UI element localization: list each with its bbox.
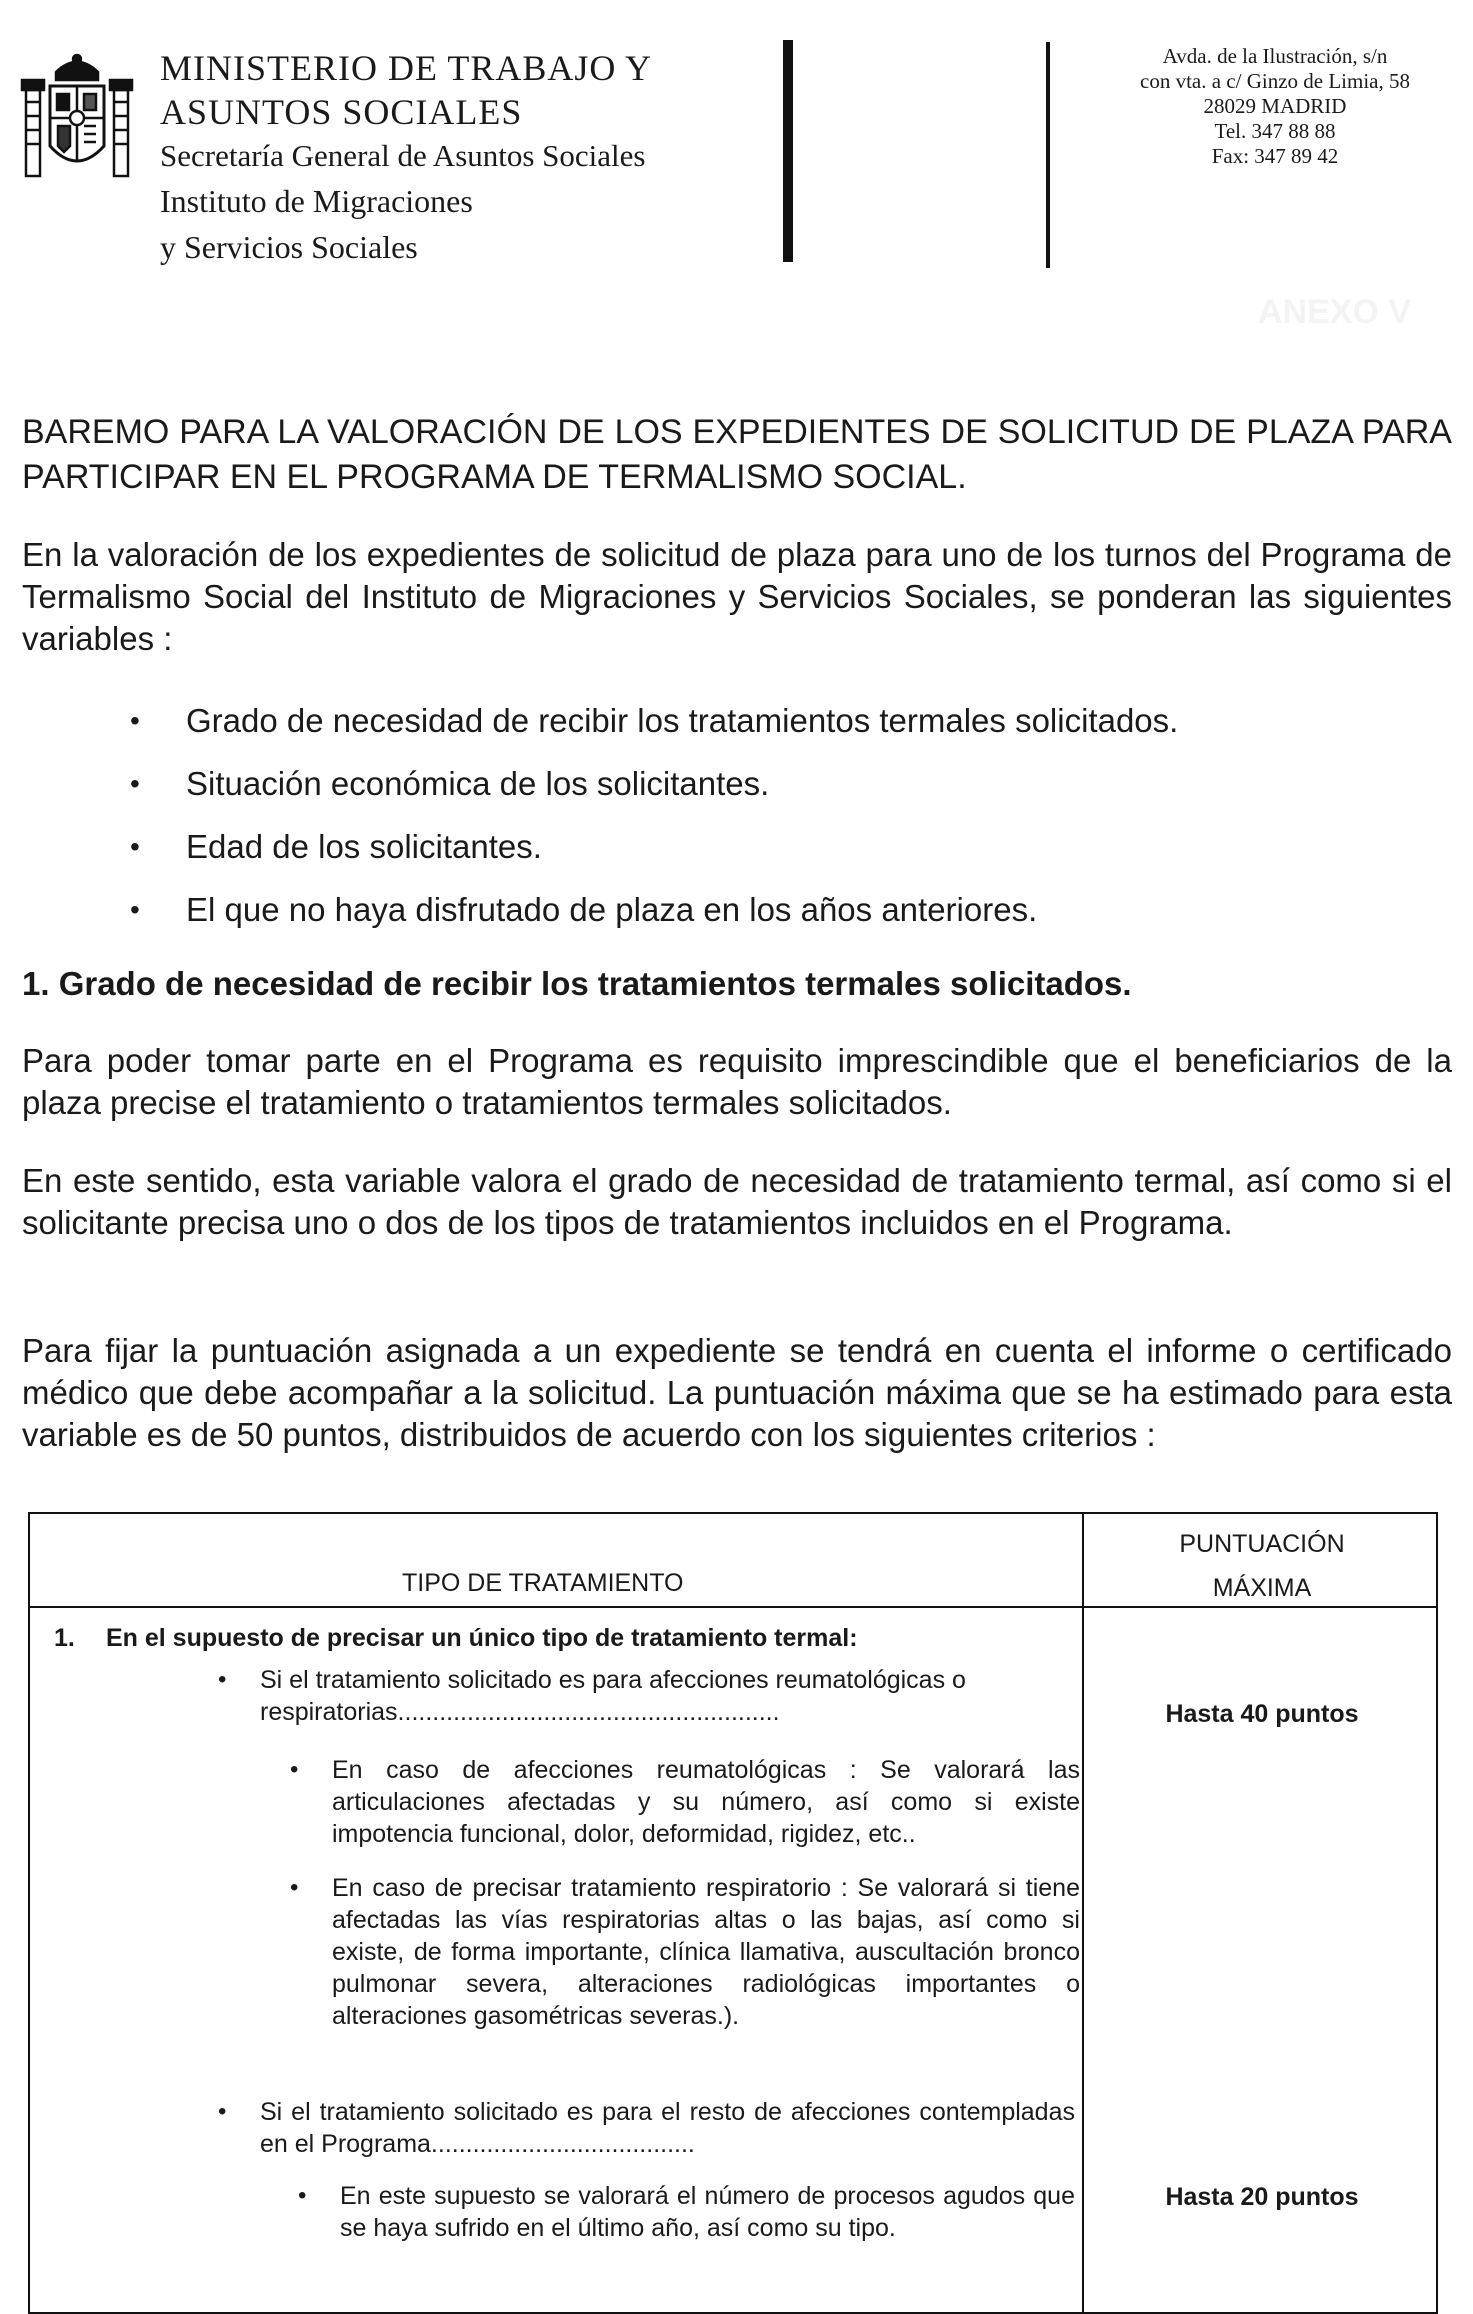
instituto-line-2: y Servicios Sociales — [160, 229, 418, 265]
coat-of-arms-icon — [18, 50, 136, 188]
column-header-score — [1084, 1522, 1440, 1610]
address-line: Avda. de la Ilustración, s/n — [1162, 44, 1388, 68]
sub-bullet-rheumatologic: • En caso de afecciones reumatológicas : Se valorará las articulaciones afectadas y su número, así como si existe impotencia funcional, dolor, deformidad, rigidez, etc.. — [332, 1754, 1080, 1850]
row-1-heading-text: En el supuesto de precisar un único tipo de tratamiento termal: — [106, 1624, 858, 1652]
paragraph-requirement: Para poder tomar parte en el Programa es requisito imprescindible que el beneficiarios de la plaza precise el tratamiento o tratamientos termales solicitados. — [22, 1042, 1452, 1121]
sub-bullet-respiratory: • En caso de precisar tratamiento respiratorio : Se valorará si tiene afectadas las vías respiratorias altas o las bajas, así como si existe, de forma importante, clínica llamativa, auscultación bronco pulmonar severa, alteraciones radiológicas importantes o alteraciones gasométricas severas.). — [332, 1872, 1080, 2032]
ministry-name — [160, 46, 652, 270]
list-item: • Situación económica de los solicitantes. — [130, 763, 1330, 826]
column-header-type: TIPO DE TRATAMIENTO — [402, 1569, 684, 1597]
list-item: • Grado de necesidad de recibir los tratamientos termales solicitados. — [130, 700, 1330, 763]
address-line: con vta. a c/ Ginzo de Limia, 58 — [1140, 69, 1410, 93]
sub-bullet-acute-processes: • En este supuesto se valorará el número de procesos agudos que se haya sufrido en el último año, así como su tipo. — [340, 2180, 1075, 2244]
scoring-table — [28, 1512, 1438, 2314]
bullet-other-conditions: • Si el tratamiento solicitado es para el resto de afecciones contempladas en el Programa...................................... — [260, 2096, 1075, 2160]
bullet-rheumatologic-respiratory: • Si el tratamiento solicitado es para afecciones reumatológicas o respiratorias....................................................... — [260, 1664, 1060, 1728]
paragraph-scoring: Para fijar la puntuación asignada a un expediente se tendrá en cuenta el informe o certificado médico que debe acompañar a la solicitud. La puntuación máxima que se ha estimado para esta variable es de 50 puntos, distribuidos de acuerdo con los siguientes criterios : — [22, 1332, 1452, 1453]
list-item: • Edad de los solicitantes. — [130, 826, 1330, 889]
secretaria-general: Secretaría General de Asuntos Sociales — [160, 138, 646, 173]
address-line: Fax: 347 89 42 — [1211, 144, 1339, 168]
address-line: 28029 MADRID — [1203, 94, 1347, 118]
score-up-to-40: Hasta 40 puntos — [1165, 1700, 1359, 1728]
instituto-line-1: Instituto de Migraciones — [160, 183, 473, 219]
score-up-to-20: Hasta 20 puntos — [1165, 2183, 1359, 2211]
document-title: BAREMO PARA LA VALORACIÓN DE LOS EXPEDIENTES DE SOLICITUD DE PLAZA PARA PARTICIPAR EN EL PROGRAMA DE TERMALISMO SOCIAL. — [22, 413, 1452, 496]
row-1-number: 1. — [54, 1624, 75, 1652]
ministry-line-2: ASUNTOS SOCIALES — [160, 92, 523, 132]
row-1-heading — [54, 1622, 858, 1654]
address-line: Tel. 347 88 88 — [1214, 119, 1336, 143]
column-header-score-line-1: PUNTUACIÓN — [1179, 1530, 1345, 1558]
section-1-heading: 1. Grado de necesidad de recibir los tratamientos termales solicitados. — [22, 965, 1132, 1002]
address-block — [1090, 44, 1460, 169]
column-header-score-line-2: MÁXIMA — [1212, 1574, 1312, 1602]
ministry-line-1: MINISTERIO DE TRABAJO Y — [160, 48, 653, 88]
annex-label: ANEXO V — [1258, 293, 1412, 331]
paragraph-variable: En este sentido, esta variable valora el grado de necesidad de tratamiento termal, así como si el solicitante precisa uno o dos de los tipos de tratamientos incluidos en el Programa. — [22, 1162, 1452, 1241]
variables-list — [130, 700, 1330, 952]
list-item: • El que no haya disfrutado de plaza en los años anteriores. — [130, 889, 1330, 952]
header-divider-left — [783, 40, 793, 262]
intro-paragraph: En la valoración de los expedientes de solicitud de plaza para uno de los turnos del Programa de Termalismo Social del Instituto de Migraciones y Servicios Sociales, se ponderan las siguientes variables : — [22, 536, 1452, 657]
header-divider-right — [1046, 42, 1050, 268]
